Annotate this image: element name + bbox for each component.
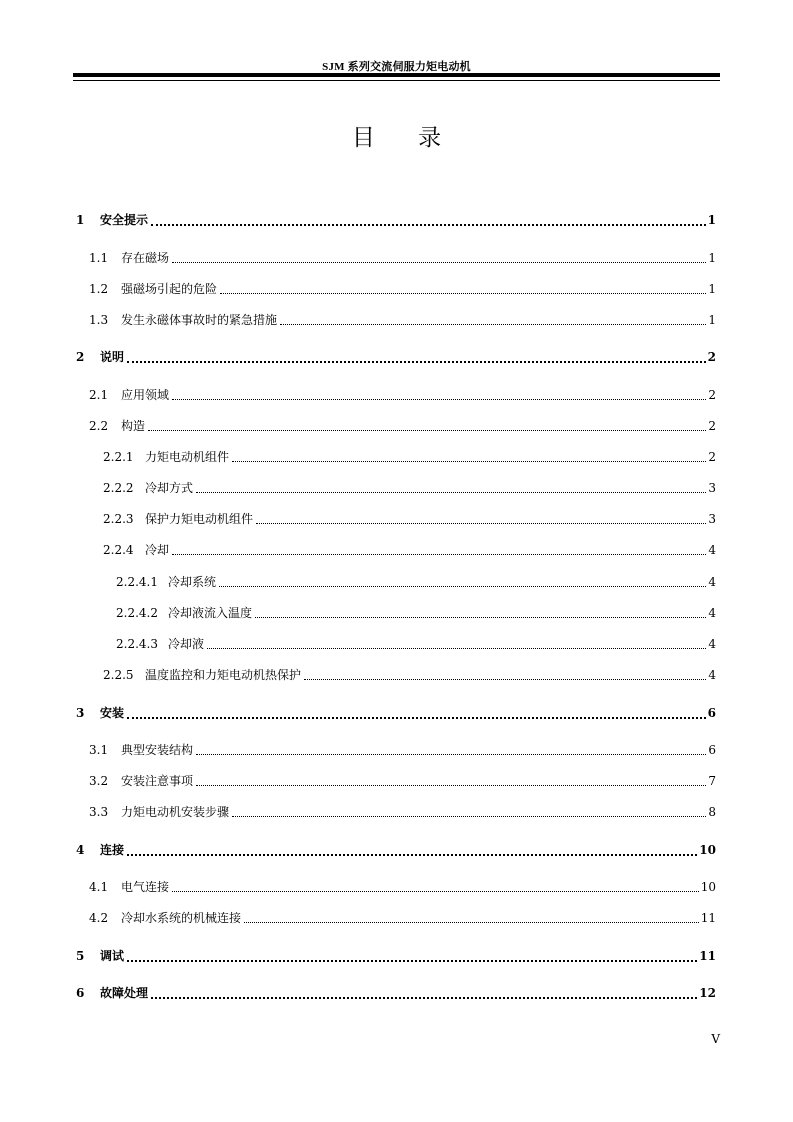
toc-dot-leader — [172, 398, 706, 400]
toc-dot-leader — [127, 853, 697, 856]
toc-entry-number: 2.2.3 — [103, 512, 134, 526]
toc-entry-number: 2.2.4.1 — [116, 575, 158, 589]
toc-entry-label: 典型安装结构 — [121, 743, 194, 757]
toc-dot-leader — [304, 678, 706, 680]
toc-dot-leader — [196, 491, 706, 493]
toc-entry-number: 3.3 — [89, 805, 109, 819]
toc-entry-page: 4 — [708, 668, 716, 682]
toc-entry-number: 1.1 — [89, 251, 109, 265]
toc-entry-number: 2.2.4 — [103, 543, 134, 557]
toc-entry-number: 2.2.4.3 — [116, 637, 158, 651]
toc-entry-label: 冷却液 — [168, 637, 205, 651]
toc-dot-leader — [127, 360, 706, 363]
toc-dot-leader — [220, 292, 706, 294]
toc-entry-label: 冷却液流入温度 — [168, 606, 253, 620]
toc-entry-number: 5 — [76, 949, 85, 963]
toc-title: 目 录 — [351, 125, 460, 151]
toc-entry-page: 3 — [708, 481, 716, 495]
toc-entry-label: 温度监控和力矩电动机热保护 — [145, 668, 302, 682]
toc-entry-number: 3.2 — [89, 774, 109, 788]
toc-entry[interactable] — [0, 448, 716, 466]
toc-entry-number: 4.1 — [89, 880, 109, 894]
toc-entry-number: 3 — [76, 706, 85, 720]
toc-entry-number: 2.2.1 — [103, 450, 134, 464]
toc-entry-page: 4 — [708, 637, 716, 651]
toc-entry-label: 连接 — [100, 843, 125, 857]
toc-entry-page: 4 — [708, 543, 716, 557]
toc-entry-number: 2.1 — [89, 388, 109, 402]
toc-dot-leader — [127, 959, 697, 962]
toc-dot-leader — [196, 784, 706, 786]
toc-entry-label: 力矩电动机安装步骤 — [121, 805, 230, 819]
toc-entry-page: 8 — [708, 805, 716, 819]
toc-entry-page: 1 — [708, 251, 716, 265]
toc-entry-number: 1.2 — [89, 282, 109, 296]
toc-entry-page: 4 — [708, 575, 716, 589]
toc-entry[interactable] — [0, 417, 716, 435]
toc-entry-number: 2.2 — [89, 419, 109, 433]
toc-entry[interactable] — [0, 947, 716, 965]
toc-entry[interactable] — [0, 803, 716, 821]
toc-entry[interactable] — [0, 510, 716, 528]
toc-entry-page: 10 — [700, 880, 716, 894]
toc-entry-number: 1 — [76, 213, 85, 227]
toc-entry-label: 冷却方式 — [145, 481, 194, 495]
toc-entry[interactable] — [0, 573, 716, 591]
toc-dot-leader — [256, 522, 706, 524]
running-header: SJM 系列交流伺服力矩电动机 — [322, 61, 471, 73]
toc-dot-leader — [255, 616, 706, 618]
toc-entry-label: 调试 — [100, 949, 125, 963]
toc-entry-label: 安全提示 — [100, 213, 149, 227]
toc-entry-page: 11 — [700, 911, 716, 925]
toc-entry[interactable] — [0, 704, 716, 722]
toc-entry[interactable] — [0, 479, 716, 497]
toc-entry-number: 2.2.2 — [103, 481, 134, 495]
toc-entry-number: 6 — [76, 986, 85, 1000]
toc-entry[interactable] — [0, 635, 716, 653]
toc-entry-number: 4.2 — [89, 911, 109, 925]
toc-entry-page: 7 — [708, 774, 716, 788]
toc-dot-leader — [127, 716, 706, 719]
toc-dot-leader — [219, 585, 706, 587]
toc-entry-label: 构造 — [121, 419, 146, 433]
toc-entry-label: 说明 — [100, 350, 125, 364]
toc-dot-leader — [148, 429, 706, 431]
toc-entry-page: 2 — [708, 419, 716, 433]
toc-entry-page: 10 — [699, 843, 716, 857]
toc-entry-number: 2.2.4.2 — [116, 606, 158, 620]
toc-entry[interactable] — [0, 311, 716, 329]
toc-entry-number: 1.3 — [89, 313, 109, 327]
toc-entry-label: 故障处理 — [100, 986, 149, 1000]
toc-entry-label: 存在磁场 — [121, 251, 170, 265]
toc-entry-page: 1 — [707, 213, 716, 227]
toc-dot-leader — [172, 890, 699, 892]
toc-entry-page: 11 — [699, 949, 716, 963]
toc-entry-page: 12 — [699, 986, 716, 1000]
toc-entry-label: 保护力矩电动机组件 — [145, 512, 254, 526]
toc-entry[interactable] — [0, 604, 716, 622]
toc-entry[interactable] — [0, 541, 716, 559]
toc-dot-leader — [232, 460, 706, 462]
toc-dot-leader — [151, 223, 706, 226]
toc-entry[interactable] — [0, 841, 716, 859]
toc-entry-page: 2 — [707, 350, 716, 364]
toc-dot-leader — [172, 261, 706, 263]
toc-entry[interactable] — [0, 386, 716, 404]
toc-entry[interactable] — [0, 211, 716, 229]
toc-entry-label: 电气连接 — [121, 880, 170, 894]
toc-entry[interactable] — [0, 772, 716, 790]
toc-entry-label: 冷却 — [145, 543, 170, 557]
toc-entry-page: 6 — [708, 743, 716, 757]
toc-entry[interactable] — [0, 666, 716, 684]
toc-dot-leader — [244, 921, 699, 923]
toc-entry-number: 2.2.5 — [103, 668, 134, 682]
toc-entry[interactable] — [0, 878, 716, 896]
page-number: V — [711, 1032, 720, 1046]
toc-entry-page: 6 — [707, 706, 716, 720]
toc-entry[interactable] — [0, 249, 716, 267]
toc-dot-leader — [196, 753, 706, 755]
toc-entry-label: 强磁场引起的危险 — [121, 282, 218, 296]
toc-entry-label: 冷却水系统的机械连接 — [121, 911, 242, 925]
toc-entry-page: 2 — [708, 450, 716, 464]
toc-entry-label: 安装注意事项 — [121, 774, 194, 788]
toc-entry-page: 1 — [708, 313, 716, 327]
toc-dot-leader — [151, 996, 697, 999]
toc-entry-number: 2 — [76, 350, 85, 364]
toc-dot-leader — [207, 647, 706, 649]
toc-entry[interactable] — [0, 741, 716, 759]
toc-dot-leader — [172, 553, 706, 555]
toc-entry-page: 4 — [708, 606, 716, 620]
toc-entry[interactable] — [0, 909, 716, 927]
toc-entry[interactable] — [0, 348, 716, 366]
toc-entry-label: 应用领域 — [121, 388, 170, 402]
toc-entry[interactable] — [0, 280, 716, 298]
toc-entry-page: 1 — [708, 282, 716, 296]
toc-entry-label: 力矩电动机组件 — [145, 450, 230, 464]
toc-entry-number: 3.1 — [89, 743, 109, 757]
toc-entry-label: 发生永磁体事故时的紧急措施 — [121, 313, 278, 327]
toc-entry-page: 2 — [708, 388, 716, 402]
toc-entry-page: 3 — [708, 512, 716, 526]
toc-entry-label: 安装 — [100, 706, 125, 720]
toc-entry-number: 4 — [76, 843, 85, 857]
toc-dot-leader — [232, 815, 706, 817]
toc-dot-leader — [280, 323, 706, 325]
toc-entry-label: 冷却系统 — [168, 575, 217, 589]
toc-entry[interactable] — [0, 984, 716, 1002]
